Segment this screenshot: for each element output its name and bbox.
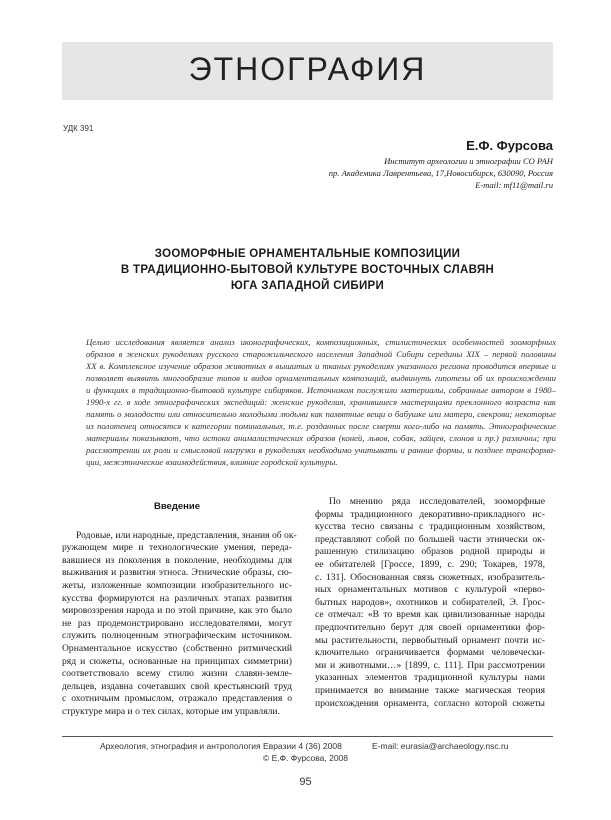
body-line: ных орнаментальных мотивов с культурой «перво-: [315, 584, 545, 596]
footer-divider: [62, 736, 553, 737]
abstract-line: 1990-х гг. в ходе этнографических экспедиций: женские рукоделия, хранившиеся мастерицами преклонного возраста как: [86, 397, 556, 407]
body-line: кусства формируются на различных этапах развития: [62, 592, 292, 604]
abstract-line: рассмотрении их роли и смысловой нагрузки в рукоделиях необходимо учитывать и ранние формы, и позднее трансформа-: [86, 445, 556, 455]
author-block: [329, 138, 553, 191]
body-line: дельцев, издавна сочетавших свой крестьянский труд: [62, 680, 292, 692]
body-line: мировоззрения народа и по этой причине, как это было: [62, 605, 292, 617]
abstract-line: из полотенец относятся к категории поминальных, т.е. розданных после смерти кого-либо на память. Этнографические: [86, 421, 556, 431]
body-line: ключительно ограничивается формами человечески-: [315, 647, 545, 659]
footer-email: E-mail: eurasia@archaeology.nsc.ru: [372, 741, 509, 751]
body-line: се отмечал: «В то время как цивилизованные народы: [315, 609, 545, 621]
body-line: ми и животными…» [1899, с. 111]. При рассмотрении: [315, 659, 545, 671]
right-column: [315, 496, 545, 710]
body-line: рашенную стилизацию образов родной природы и: [315, 546, 545, 558]
body-line: ряд и сюжеты, основанные на принципах симметрии): [62, 655, 292, 667]
footer-journal: Археология, этнография и антропология Евразии 4 (36) 2008: [100, 741, 342, 751]
body-line: с охотничьим промыслом, отражало представления о: [62, 693, 292, 705]
body-line: соответствовало всему стилю жизни славян-земле-: [62, 668, 292, 680]
body-line: структуре мира и о тех силах, которые им управляли.: [62, 705, 280, 717]
body-line: Родовые, или народные, представления, знания об ок-: [76, 529, 297, 541]
body-line: формы традиционного декоративно-прикладного ис-: [315, 508, 545, 520]
body-line: выживания и развития этноса. Этнические образы, сю-: [62, 567, 292, 579]
abstract-line: материалы показывают, что истоки анималистических образов (коней, львов, собак, зайцев, слонов и пр.) различны; при: [86, 433, 556, 443]
abstract-line: XX в. Комплексное изучение образов животных в вышитых и тканых рукоделиях указанного региона проводится впервые и: [86, 361, 556, 371]
body-line: жеты, изложенные композиции изобразительного ис-: [62, 579, 292, 591]
body-line: вавшиеся из поколения в поколение, необходимы для: [62, 554, 292, 566]
author-name: Е.Ф. Фурсова: [466, 138, 553, 153]
body-line: кусства тесно связаны с традиционным хозяйством,: [315, 521, 545, 533]
abstract-line: и функциях в традиционно-бытовой культуре сибиряков. Источником послужили материалы, собранные автором в 1980–: [86, 385, 556, 395]
left-column: [62, 496, 297, 719]
udk-code: УДК 391: [63, 124, 94, 133]
article-title: [62, 246, 553, 294]
abstract: [86, 336, 556, 468]
affiliation-address: пр. Академика Лаврентьева, 17,Новосибирск, 630090, Россия: [328, 168, 553, 178]
body-line: Орнаментальное искусство (собственно ритмический: [62, 642, 292, 654]
section-banner: [62, 42, 553, 100]
body-line: мы растительности, первобытный орнамент почти ис-: [315, 634, 545, 646]
body-line: с. 131]. Обоснованная связь сюжетных, изобразитель-: [315, 571, 545, 583]
section-title: ЭТНОГРАФИЯ: [188, 51, 427, 87]
body-line: указанных элементов традиционной культуры нами: [315, 672, 545, 684]
body-line: представляют собой по большей части этнически ок-: [315, 533, 545, 545]
body-line: ее обитателей [Гроссе, 1899, с. 290; Токарев, 1978,: [315, 558, 545, 570]
body-line: предпочтительно берут для своей орнаментики фор-: [315, 621, 545, 633]
abstract-line: память о молодости или относительно молодыми людьми как памятные вещи о бабушке или матери, свекрови; некоторые: [86, 409, 556, 419]
author-email: E-mail: mf11@mail.ru: [475, 180, 553, 190]
affiliation-line: Институт археологии и этнографии СО РАН: [384, 156, 553, 166]
page-number: 95: [299, 776, 312, 788]
body-line: не раз продемонстрировано исследователями, могут: [62, 617, 292, 629]
abstract-line: Целью исследования является анализ иконографических, композиционных, стилистических особенностей зооморфных: [86, 337, 556, 347]
abstract-line: ции, межэтнические взаимодействия, влияние городской культуры.: [86, 457, 338, 467]
body-line: происхождения орнамента, согласно которой сюжеты: [315, 697, 545, 709]
abstract-line: образов в женских рукоделиях русского старожильческого населения Западной Сибири середины XIX – первой половины: [86, 349, 556, 359]
abstract-line: позволяет выявить многообразие типов и видов орнаментальных композиций, выдвинуть гипотезы об их происхождении: [86, 373, 556, 383]
body-line: служить полноценным этнографическим источником.: [62, 630, 292, 642]
title-line: ЗООМОРФНЫЕ ОРНАМЕНТАЛЬНЫЕ КОМПОЗИЦИИ: [154, 248, 461, 260]
body-line: бытных народов», охотников и собирателей, Э. Грос-: [315, 596, 545, 608]
body-line: По мнению ряда исследователей, зооморфные: [329, 496, 545, 507]
title-line: ЮГА ЗАПАДНОЙ СИБИРИ: [230, 280, 385, 292]
section-heading-introduction: Введение: [153, 501, 201, 512]
body-line: принимается во внимание также магическая теория: [315, 684, 545, 696]
title-line: В ТРАДИЦИОННО-БЫТОВОЙ КУЛЬТУРЕ ВОСТОЧНЫХ СЛАВЯН: [120, 264, 495, 276]
body-line: ружающем мире и технологические умения, переда-: [62, 542, 292, 554]
footer-copyright: © Е.Ф. Фурсова, 2008: [262, 753, 349, 763]
